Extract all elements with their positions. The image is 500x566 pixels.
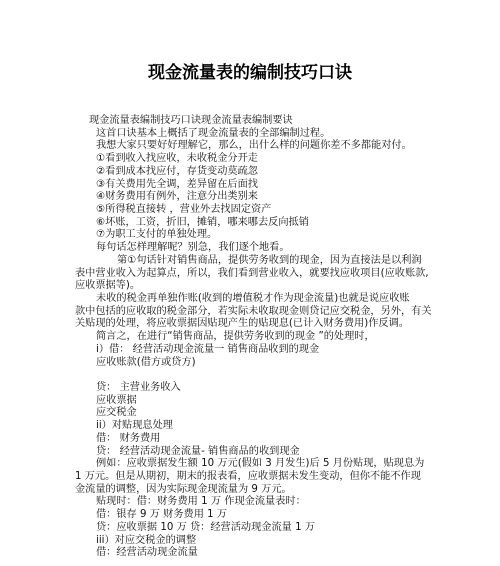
list-item: ⑥坏账，工资，折旧，摊销，哪来哪去反向抵销 [96, 216, 309, 228]
text-line: 表中营业收入为起算点，所以，我们看到营业收入，就要找应收项目(应收账款, [75, 267, 429, 279]
text-line: 应收账款(借方或贷方) [96, 356, 196, 368]
text-line: 贷：应收票据 10 万 贷：经营活动现金流量 1 万 [96, 521, 316, 533]
text-line: 款中包括的应收取的税金部分，若实际未收取现金则贷记应交税金，另外，有关 [75, 305, 432, 317]
list-item: ④财务费用有例外，注意分出类别来 [96, 191, 258, 203]
text-line: i）借： 经营活动现金流量一 销售商品收到的现金 [96, 343, 320, 355]
text-line: 1 万元。但是从期初，期末的报表看，应收票据未发生变动，但你不能不作现 [75, 471, 421, 482]
text-line: 现金流量表编制技巧口诀现金流量表编制要诀 [89, 115, 293, 126]
text-line: iii）对应交税金的调整 [96, 534, 197, 546]
text-line: 我想大家只要好好理解它，那么，出什么样的问题你差不多都能对付。 [96, 140, 412, 152]
text-line: 第①句话针对销售商品，提供劳务收到的现金，因为直接法是以利润 [117, 254, 422, 266]
list-item: ①看到收入找应收，未收税金分开走 [96, 153, 258, 165]
text-line: 应交税金 [96, 407, 137, 419]
text-line: 应收票据等)。 [75, 280, 141, 292]
list-item: ②看到成本找应付，存货变动莫疏忽 [96, 165, 258, 177]
text-line: 未收的税金再单独作账(收到的增值税才作为现金流量)也就是说应收账 [96, 293, 410, 304]
list-item: ⑦为职工支付的单独处理。 [96, 229, 218, 241]
text-line: 贷： 经营活动现金流量- 销售商品的收到现金 [96, 445, 300, 457]
text-line: 应收票据 [96, 394, 137, 406]
text-line: 借：经营活动现金流量 [96, 547, 198, 559]
list-item: ⑤所得税直接转 ，营业外去找固定资产 [96, 204, 272, 215]
text-line: 贷： 主营业务收入 [96, 382, 181, 393]
text-line: 关贴现的处理，将应收票据因贴现产生的贴现息(已计入财务费用)作反调。 [75, 318, 409, 330]
text-line: 这首口诀基本上概括了现金流量表的全部编制过程。 [96, 127, 331, 139]
text-line: 简言之，在进行“销售商品，提供劳务收到的现金 ”的处理时， [96, 331, 375, 343]
text-line: 贴现时：借：财务费用 1 万 作现金流量表时： [96, 496, 306, 508]
text-line: 例如：应收票据发生额 10 万元(假如 3 月发生)后 5 月份贴现，贴现息为 [96, 458, 425, 470]
list-item: ③有关费用先全调，差异留在后面找 [96, 178, 258, 190]
text-line: 每句话怎样理解呢？别急，我们逐个地看。 [96, 242, 290, 254]
text-line: 借：银存 9 万 财务费用 1 万 [96, 509, 228, 521]
document-title: 现金流量表的编制技巧口诀 [148, 63, 352, 83]
text-line: 金流量的调整，因为实际现金现流量为 9 万元。 [75, 483, 292, 495]
text-line: 借： 财务费用 [96, 432, 161, 444]
text-line: ii）对贴现息处理 [96, 420, 173, 432]
